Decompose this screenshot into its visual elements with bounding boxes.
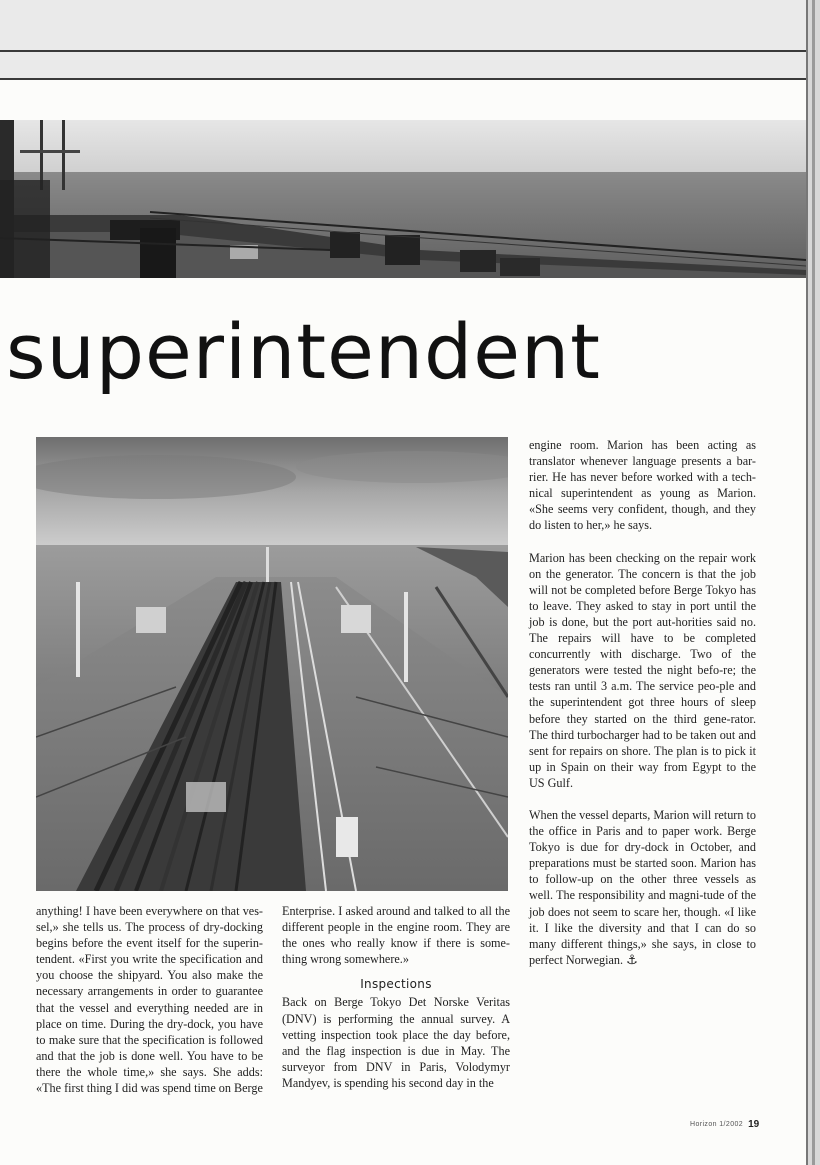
article-column-3 — [529, 437, 756, 969]
column3-paragraph-3-text: When the vessel departs, Marion will return to the office in Paris and to paper work. Berge Tokyo is due for dry-dock in October, and preparations must be started soon. Marion has to follow-up on the other three vessels as well. The responsibility and magni-tude of the job does not seem to scare her, though. «I like it. I like the diversity and that I can do so many different things,» she says, in close to perfect Norwegian. — [529, 807, 756, 967]
column2-paragraph-2: Back on Berge Tokyo Det Norske Veritas (DNV) is performing the annual survey. A vetting inspection took place the day before, and the flag inspection is due in May. The surveyor from DNV in Paris, Volodymyr Mandyev, is spending his second day in the — [282, 995, 510, 1090]
page-number: 19 — [748, 1118, 760, 1130]
column3-paragraph-3 — [529, 807, 756, 969]
magazine-issue: Horizon 1/2002 — [690, 1120, 744, 1128]
scan-rule-bottom — [0, 78, 806, 80]
column2-paragraph-1: Enterprise. I asked around and talked to all the different people in the engine room. They are the ones who really know if there is some-thing wrong somewhere.» — [282, 904, 510, 967]
column3-paragraph-1: engine room. Marion has been acting as translator whenever language presents a bar-rier. He has never before worked with a tech-nical superintendent as young as Marion. «She seems very confident, though, and they do listen to her,» he says. — [529, 438, 756, 533]
article-column-1 — [36, 903, 263, 1096]
anchor-end-icon: ⚓ — [626, 952, 638, 968]
section-subheading: Inspections — [360, 977, 432, 992]
scan-top-margin — [0, 0, 806, 78]
scan-page-edge — [806, 0, 820, 1165]
page-footer — [690, 1115, 759, 1133]
scan-rule-top — [0, 50, 806, 52]
article-headline: superintendent — [6, 307, 601, 396]
column1-paragraph-1: anything! I have been everywhere on that ves-sel,» she tells us. The process of dry-docking begins before the event itself for the superin-tendent. «First you write the specification and you choose the shipyard. You also make the necessary arrangements in order to guarantee that the vessel and everything needed are in place on time. During the dry-dock, you have to make sure that the specification is followed and that the job is done well. You have to be there the whole time,» she says. She adds: «The first thing I did was spend time on Berge — [36, 904, 263, 1096]
ship-deck-panorama-image — [0, 120, 806, 278]
tanker-deck-photo — [36, 437, 508, 891]
article-column-2 — [282, 903, 510, 1091]
column3-paragraph-2: Marion has been checking on the repair work on the generator. The concern is that the job will not be completed before Berge Tokyo has to leave. They asked to stay in port until the job is done, but the port aut-horities said no. The repairs will have to be completed concurrently with discharge. Two of the generators were tested the night befo-re; the tests ran until 3 a.m. The service peo-ple and the superintendent got three hours of sleep before they started on the third gene-rator. The third turbocharger had to be taken out and sent for repairs on shore. The plan is to pick it up in Spain on their way from Egypt to the US Gulf. — [529, 550, 756, 790]
